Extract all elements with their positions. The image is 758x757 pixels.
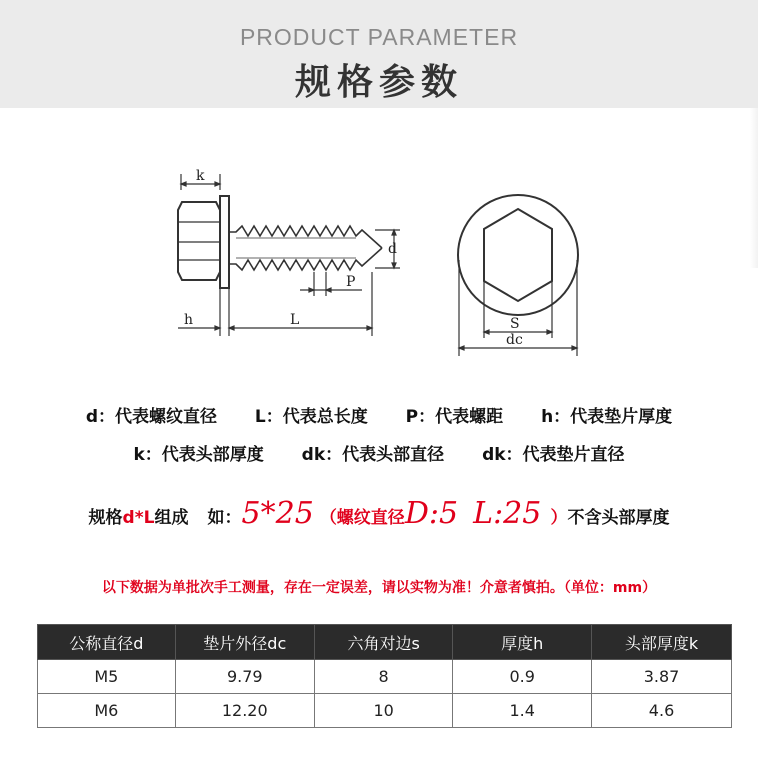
diagram-label-s: S <box>510 316 520 332</box>
legend-item: h：代表垫片厚度 <box>541 407 673 427</box>
measurement-note: 以下数据为单批次手工测量，存在一定误差，请以实物为准！介意者慎拍。（单位：mm） <box>101 580 657 596</box>
table-header-row <box>38 625 732 660</box>
table-cell: M5 <box>38 660 176 694</box>
screw-diagram <box>150 160 610 360</box>
spec-composed: 组成 <box>154 508 189 528</box>
diagram-label-dc: dc <box>506 332 523 348</box>
diagram-label-p: P <box>346 274 356 290</box>
table-cell: 12.20 <box>175 694 314 728</box>
table-header-cell: 六角对边s <box>314 625 453 660</box>
header-title-en: PRODUCT PARAMETER <box>239 24 519 50</box>
diagram-label-k: k <box>196 168 205 184</box>
table-cell: 10 <box>314 694 453 728</box>
legend-line-2 <box>0 440 758 465</box>
header-title-cn: 规格参数 <box>294 62 463 103</box>
spec-l-value: L:25 <box>473 496 542 531</box>
table-header-cell: 厚度h <box>453 625 592 660</box>
table-cell: 0.9 <box>453 660 592 694</box>
table-header-cell: 垫片外径dc <box>175 625 314 660</box>
diagram-label-h: h <box>184 312 194 328</box>
legend-item: dk：代表垫片直径 <box>482 445 625 465</box>
spec-suffix: 不含头部厚度 <box>567 508 670 528</box>
spec-table <box>37 624 732 728</box>
legend-item: k：代表头部厚度 <box>133 445 264 465</box>
legend-item: L：代表总长度 <box>254 407 368 427</box>
spec-paren-open: （螺纹直径 <box>319 508 405 528</box>
spec-paren-close: ） <box>550 508 568 528</box>
table-header-cell: 公称直径d <box>38 625 176 660</box>
legend-item: d：代表螺纹直径 <box>85 407 217 427</box>
table-cell: 9.79 <box>175 660 314 694</box>
table-cell: 4.6 <box>592 694 732 728</box>
diagram-label-d: d <box>388 241 397 257</box>
table-cell: 3.87 <box>592 660 732 694</box>
legend-item: dk：代表头部直径 <box>301 445 445 465</box>
table-cell: M6 <box>38 694 176 728</box>
spec-prefix: 规格 <box>88 508 123 528</box>
table-row <box>38 660 732 694</box>
table-cell: 1.4 <box>453 694 592 728</box>
header-shadow <box>750 108 758 268</box>
spec-example-value: 5*25 <box>241 496 314 531</box>
legend-item: P：代表螺距 <box>405 407 504 427</box>
spec-d-value: D:5 <box>404 496 459 531</box>
table-cell: 8 <box>314 660 453 694</box>
table-header-cell: 头部厚度k <box>592 625 732 660</box>
diagram-label-l: L <box>290 312 300 328</box>
table-row <box>38 694 732 728</box>
legend-line-1 <box>0 402 758 427</box>
spec-example-label: 如： <box>207 508 242 528</box>
spec-example <box>0 496 758 531</box>
spec-formula: d*L <box>122 508 155 528</box>
